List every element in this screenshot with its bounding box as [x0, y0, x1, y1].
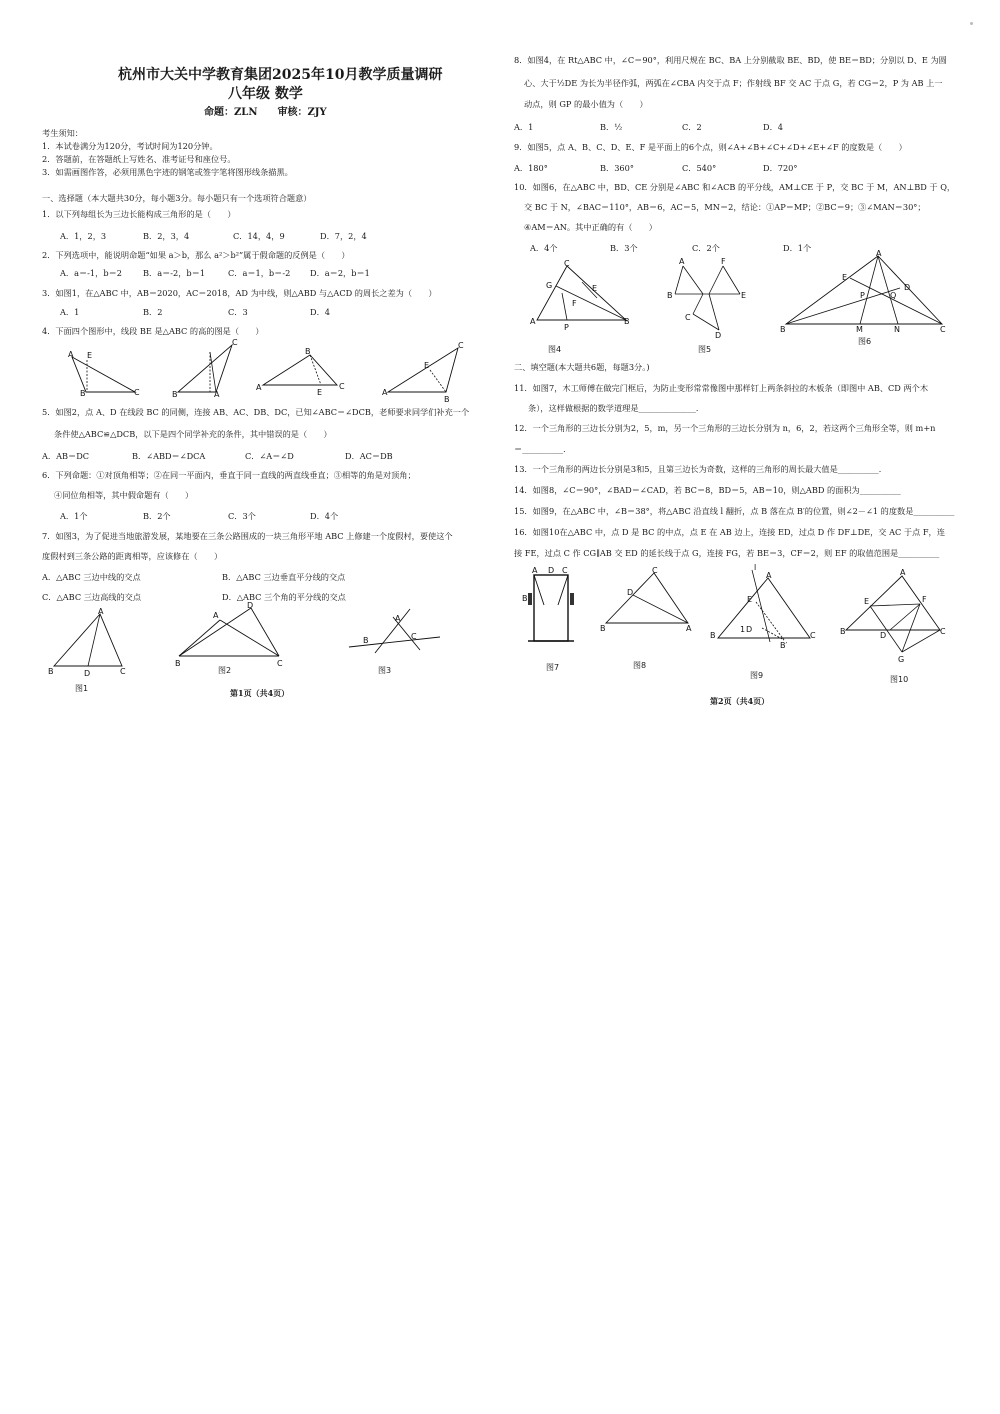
- svg-text:C: C: [652, 566, 658, 575]
- q1-option-c: C．14，4，9: [233, 231, 285, 241]
- q10-option-a: A．4个: [530, 243, 558, 253]
- svg-text:B: B: [840, 627, 846, 636]
- svg-text:B′: B′: [780, 641, 788, 650]
- svg-text:B: B: [444, 395, 450, 404]
- q11-stem: 11．如图7，木工师傅在做完门框后，为防止变形常常像图中那样钉上两条斜拉的木板条（即图中 AB、CD 两个木: [514, 383, 929, 393]
- figure-3: [345, 605, 445, 660]
- q10-stem: 10．如图6，在△ABC 中，BD、CE 分别是∠ABC 和∠ACB 的平分线，AM⊥CE 于 P，交 BC 于 M，AN⊥BD 于 Q，: [514, 182, 956, 192]
- svg-text:E: E: [317, 388, 323, 397]
- notice-title: 考生须知：: [42, 128, 83, 138]
- svg-text:B: B: [522, 594, 528, 603]
- svg-text:C: C: [277, 659, 283, 668]
- figure-10: [840, 568, 955, 664]
- svg-text:A: A: [395, 614, 401, 623]
- exam-title: 杭州市大关中学教育集团2025年10月教学质量调研: [118, 67, 443, 83]
- q1-option-b: B．2，3，4: [143, 231, 190, 241]
- q2-stem: 2．下列选项中，能说明命题“如果 a＞b，那么 a²＞b²”属于假命题的反例是（ ）: [42, 250, 350, 260]
- q6-option-a: A．1个: [60, 511, 88, 521]
- svg-text:E: E: [741, 291, 747, 300]
- figure-10-caption: 图10: [890, 675, 909, 684]
- svg-text:N: N: [894, 325, 900, 334]
- page-2-footer: 第2页（共4页）: [710, 696, 770, 706]
- q10-option-c: C．2个: [692, 243, 720, 253]
- q7-option-b: B．△ABC 三边垂直平分线的交点: [222, 572, 346, 582]
- svg-text:D: D: [247, 601, 254, 610]
- q5-option-b: B．∠ABD＝∠DCA: [132, 451, 206, 461]
- svg-text:D: D: [84, 669, 91, 678]
- figure-1-caption: 图1: [75, 684, 89, 693]
- svg-text:G: G: [898, 655, 905, 664]
- q12-stem: 12．一个三角形的三边长分别为2，5，m，另一个三角形的三边长分别为 n，6，2，若这两个三角形全等，则 m+n: [514, 423, 936, 433]
- figure-2: [175, 600, 290, 670]
- q9-option-d: D．720°: [763, 163, 798, 173]
- svg-text:A: A: [98, 607, 104, 616]
- svg-text:E: E: [864, 597, 870, 606]
- svg-text:C: C: [411, 632, 417, 641]
- q14-stem: 14．如图8，∠C＝90°，∠BAD＝∠CAD，若 BC＝8，BD＝5，AB＝10，则△ABD 的面积为__________: [514, 485, 901, 495]
- svg-text:B: B: [172, 390, 178, 399]
- figure-5: [665, 258, 755, 338]
- figure-8-caption: 图8: [633, 661, 647, 670]
- section-2-heading: 二、填空题(本大题共6题，每题3分。): [514, 362, 650, 372]
- svg-text:P: P: [564, 323, 569, 332]
- svg-text:A: A: [679, 257, 685, 266]
- svg-text:B: B: [48, 667, 54, 676]
- svg-text:A: A: [530, 317, 536, 326]
- svg-text:B: B: [710, 631, 716, 640]
- figure-8: [600, 565, 700, 635]
- figure-6: [780, 250, 950, 335]
- q8-stem-3: 动点，则 GP 的最小值为（ ）: [524, 99, 648, 109]
- q10-option-d: D．1个: [783, 243, 812, 253]
- exam-page-1: [0, 0, 500, 720]
- svg-text:E: E: [424, 361, 430, 370]
- figure-6-caption: 图6: [858, 337, 872, 346]
- svg-text:B: B: [667, 291, 673, 300]
- scan-speck: [970, 22, 973, 25]
- q15-stem: 15．如图9，在△ABC 中，∠B＝38°，将△ABC 沿直线 l 翻折，点 B 落在点 B′的位置，则∠2－∠1 的度数是__________: [514, 506, 955, 516]
- q3-option-b: B．2: [143, 307, 163, 317]
- q3-option-a: A．1: [60, 307, 80, 317]
- svg-text:A: A: [68, 350, 74, 359]
- page-1-footer: 第1页（共4页）: [230, 688, 290, 698]
- svg-text:D: D: [715, 331, 722, 340]
- svg-text:F: F: [721, 257, 726, 266]
- svg-text:A: A: [900, 568, 906, 577]
- notice-2: 2．答题前，在答题纸上写姓名、准考证号和座位号。: [42, 154, 236, 164]
- svg-text:B: B: [80, 389, 86, 398]
- q2-option-b: B．a＝-2，b＝1: [143, 268, 206, 278]
- svg-text:C: C: [458, 341, 464, 350]
- svg-text:B: B: [305, 347, 311, 356]
- svg-text:A: A: [214, 390, 220, 399]
- notice-1: 1．本试卷满分为120分，考试时间为120分钟。: [42, 141, 218, 151]
- svg-text:B: B: [175, 659, 181, 668]
- svg-text:C: C: [120, 667, 126, 676]
- q11-stem-2: 条），这样做根据的数学道理是______________．: [528, 403, 705, 413]
- q9-option-b: B．360°: [600, 163, 634, 173]
- q8-option-b: B．½: [600, 122, 623, 132]
- q8-option-d: D．4: [763, 122, 783, 132]
- svg-text:Q: Q: [890, 291, 897, 300]
- svg-text:G: G: [546, 281, 553, 290]
- q4-stem: 4．下面四个图形中，线段 BE 是△ABC 的高的图是（ ）: [42, 326, 264, 336]
- q9-option-a: A．180°: [514, 163, 548, 173]
- svg-text:A: A: [213, 611, 219, 620]
- svg-text:B: B: [624, 317, 630, 326]
- exam-authors: 命题：ZLN 审核：ZJY: [204, 107, 327, 118]
- svg-text:P: P: [860, 291, 865, 300]
- svg-text:l: l: [754, 563, 757, 572]
- q2-option-c: C．a＝1，b＝-2: [228, 268, 291, 278]
- q10-stem-2: 交 BC 于 N，∠BAC＝110°，AB＝6，AC＝5，MN＝2，结论：①AP＝MP；②BC＝9；③∠MAN＝30°；: [524, 202, 926, 212]
- svg-text:B: B: [600, 624, 606, 633]
- figure-9: [710, 563, 820, 650]
- svg-text:C: C: [940, 627, 946, 636]
- q4-figure-c: [255, 345, 345, 395]
- q8-option-a: A．1: [514, 122, 534, 132]
- q5-option-d: D．AC＝DB: [345, 451, 393, 461]
- svg-text:D: D: [904, 283, 911, 292]
- q8-option-c: C．2: [682, 122, 702, 132]
- svg-text:F: F: [572, 299, 577, 308]
- q3-option-d: D．4: [310, 307, 330, 317]
- q4-figure-a: [50, 340, 140, 400]
- svg-text:A: A: [876, 249, 882, 258]
- q5-stem: 5．如图2，点 A、D 在线段 BC 的同侧，连接 AB、AC、DB、DC，已知∠ABC＝∠DCB，老师要求同学们补充一个: [42, 407, 470, 417]
- svg-text:C: C: [232, 338, 238, 347]
- q8-stem-2: 心、大于½DE 为长为半径作弧，两弧在∠CBA 内交于点 F；作射线 BF 交 AC 于点 G，若 CG＝2，P 为 AB 上一: [524, 78, 943, 88]
- svg-text:C: C: [685, 313, 691, 322]
- exam-subtitle: 八年级 数学: [228, 86, 303, 102]
- svg-text:D: D: [746, 625, 753, 634]
- q10-option-b: B．3个: [610, 243, 638, 253]
- q16-stem-2: 接 FE，过点 C 作 CG∥AB 交 ED 的延长线于点 G，连接 FG，若 BE＝3，CF＝2，则 EF 的取值范围是__________: [514, 548, 940, 558]
- svg-text:E: E: [842, 273, 848, 282]
- q6-option-b: B．2个: [143, 511, 171, 521]
- svg-text:A: A: [256, 383, 262, 392]
- figure-7: [520, 565, 580, 650]
- section-1-heading: 一、选择题（本大题共30分，每小题3分。每小题只有一个选项符合题意）: [42, 193, 312, 203]
- q5-option-a: A．AB＝DC: [42, 451, 90, 461]
- q16-stem: 16．如图10在△ABC 中，点 D 是 BC 的中点，点 E 在 AB 边上，连接 ED，过点 D 作 DF⊥DE，交 AC 于点 F，连: [514, 527, 945, 537]
- q9-stem: 9．如图5，点 A、B、C、D、E、F 是平面上的6个点，则∠A+∠B+∠C+∠D+∠E+∠F 的度数是（ ）: [514, 142, 907, 152]
- q8-stem: 8．如图4，在 Rt△ABC 中，∠C＝90°，利用尺规在 BC、BA 上分别截取 BE、BD，使 BE＝BD；分别以 D、E 为圆: [514, 55, 947, 65]
- exam-page-2: [500, 0, 1000, 720]
- svg-text:B: B: [780, 325, 786, 334]
- svg-text:1: 1: [740, 625, 746, 634]
- figure-7-caption: 图7: [546, 663, 560, 672]
- figure-1: [48, 608, 138, 678]
- svg-text:C: C: [940, 325, 946, 334]
- q1-stem: 1．以下列每组长为三边长能构成三角形的是（ ）: [42, 209, 236, 219]
- svg-text:A: A: [532, 566, 538, 575]
- q4-figure-b: [170, 340, 245, 400]
- svg-text:C: C: [339, 382, 345, 391]
- q9-option-c: C．540°: [682, 163, 717, 173]
- figure-3-caption: 图3: [378, 666, 392, 675]
- svg-text:E: E: [87, 351, 93, 360]
- q4-figure-d: [380, 340, 470, 404]
- svg-text:C: C: [134, 388, 140, 397]
- q7-stem: 7．如图3，为了促进当地旅游发展，某地要在三条公路围成的一块三角形平地 ABC 上修建一个度假村，要使这个: [42, 531, 453, 541]
- svg-text:C: C: [564, 259, 570, 268]
- q6-stem-2: ④同位角相等，其中假命题有（ ）: [54, 490, 194, 500]
- svg-text:D: D: [880, 631, 887, 640]
- svg-text:M: M: [856, 325, 863, 334]
- q13-stem: 13．一个三角形的两边长分别是3和5，且第三边长为奇数，这样的三角形的周长最大值是__________．: [514, 464, 887, 474]
- q10-stem-3: ④AM＝AN。其中正确的有（ ）: [524, 222, 657, 232]
- notice-3: 3．如需画图作答，必须用黑色字迹的钢笔或签字笔将图形线条描黑。: [42, 167, 293, 177]
- q7-option-d: D．△ABC 三个角的平分线的交点: [222, 592, 346, 602]
- figure-2-caption: 图2: [218, 666, 232, 675]
- svg-text:C: C: [810, 631, 816, 640]
- q3-option-c: C．3: [228, 307, 248, 317]
- figure-9-caption: 图9: [750, 671, 764, 680]
- q6-option-d: D．4个: [310, 511, 339, 521]
- q6-option-c: C．3个: [228, 511, 256, 521]
- svg-text:D: D: [627, 588, 634, 597]
- figure-4: [522, 258, 632, 333]
- svg-text:D: D: [548, 566, 555, 575]
- q7-option-c: C．△ABC 三边高线的交点: [42, 592, 142, 602]
- q2-option-d: D．a＝2，b＝1: [310, 268, 370, 278]
- q5-option-c: C．∠A＝∠D: [245, 451, 294, 461]
- svg-text:F: F: [922, 595, 927, 604]
- svg-text:A: A: [382, 388, 388, 397]
- svg-text:B: B: [363, 636, 369, 645]
- figure-4-caption: 图4: [548, 345, 562, 354]
- svg-text:A: A: [686, 624, 692, 633]
- svg-text:E: E: [747, 595, 753, 604]
- q6-stem: 6．下列命题：①对顶角相等；②在同一平面内，垂直于同一直线的两直线垂直；③相等的角是对顶角；: [42, 470, 416, 480]
- q7-stem-2: 度假村到三条公路的距离相等，应该修在（ ）: [42, 551, 223, 561]
- q1-option-d: D．7，2，4: [320, 231, 367, 241]
- svg-text:C: C: [562, 566, 568, 575]
- q7-option-a: A．△ABC 三边中线的交点: [42, 572, 141, 582]
- q5-stem-2: 条件使△ABC≌△DCB，以下是四个同学补充的条件，其中错误的是（ ）: [54, 429, 332, 439]
- figure-5-caption: 图5: [698, 345, 712, 354]
- svg-text:A: A: [766, 571, 772, 580]
- svg-text:E: E: [592, 284, 598, 293]
- q2-option-a: A．a＝-1，b＝2: [60, 268, 122, 278]
- q1-option-a: A．1，2，3: [60, 231, 107, 241]
- q12-stem-2: ＝__________．: [514, 444, 572, 454]
- q3-stem: 3．如图1，在△ABC 中，AB＝2020，AC＝2018，AD 为中线，则△ABD 与△ACD 的周长之差为（ ）: [42, 288, 437, 298]
